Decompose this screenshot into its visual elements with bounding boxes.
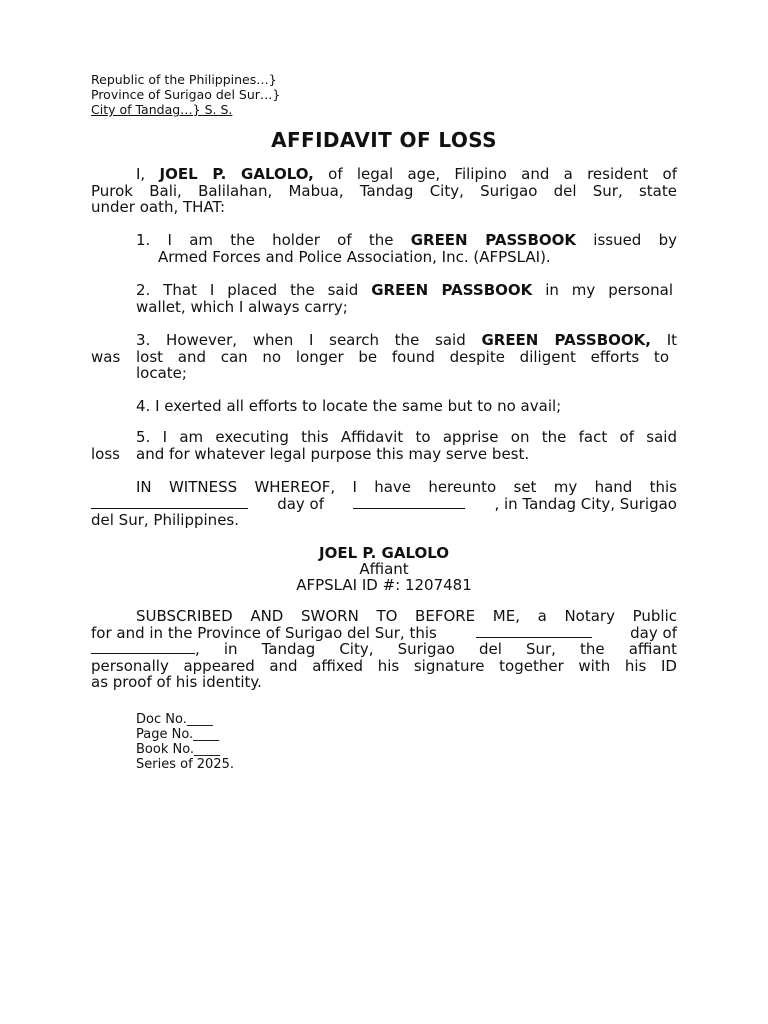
document-title: AFFIDAVIT OF LOSS [271, 128, 497, 152]
green-passbook-term: GREEN PASSBOOK, [481, 331, 651, 349]
item-3-line-2-right: lost and can no longer be found despite diligent efforts to [136, 347, 669, 366]
jurat-place: , in Tandag City, Surigao del Sur, the affiant [195, 640, 677, 658]
series: Series of 2025. [136, 757, 234, 772]
day-blank [91, 496, 248, 509]
intro-line-2: Purok Bali, Balilahan, Mabua, Tandag City, Surigao del Sur, state [91, 181, 677, 200]
item-2-pre: 2. That I placed the said [136, 281, 372, 299]
jurat-line-5: as proof of his identity. [91, 673, 262, 691]
item-3-post: It [650, 331, 677, 349]
signature-block [184, 545, 584, 593]
jurat-province: for and in the Province of Surigao del Sur, this [91, 623, 437, 642]
jurat-line-4: personally appeared and affixed his signature together with his ID [91, 656, 677, 675]
doc-no: Doc No.____ [136, 712, 213, 727]
venue-line-province: Province of Surigao del Sur…} [91, 87, 281, 102]
item-5-line-1: 5. I am executing this Affidavit to apprise on the fact of said [136, 428, 677, 446]
green-passbook-term: GREEN PASSBOOK [371, 281, 533, 299]
green-passbook-term: GREEN PASSBOOK [410, 231, 577, 249]
notarial-register [136, 712, 234, 772]
item-3-line-2-left: was [91, 347, 121, 366]
item-5 [91, 429, 677, 462]
intro-line-1 [91, 166, 677, 183]
intro-post: of legal age, Filipino and a resident of [313, 165, 678, 183]
item-2-line-2: wallet, which I always carry; [136, 297, 348, 316]
item-1-pre: 1. I am the holder of the [136, 231, 411, 249]
intro-pre: I, [136, 165, 160, 183]
witness-place: , in Tandag City, Surigao [494, 494, 677, 513]
item-2-post: in my personal [532, 281, 673, 299]
item-5-line-2-right: and for whatever legal purpose this may serve best. [136, 444, 530, 463]
item-3-line-3: locate; [136, 364, 187, 382]
intro-line-3: under oath, THAT: [91, 198, 226, 216]
witness-line-1: IN WITNESS WHEREOF, I have hereunto set my hand this [136, 478, 677, 496]
item-3 [91, 332, 677, 382]
affiant-name: JOEL P. GALOLO [319, 544, 449, 562]
item-5-line-2-left: loss [91, 444, 120, 463]
venue-line-city: City of Tandag…} S. S. [91, 102, 233, 117]
jurat-month-blank [91, 641, 195, 654]
jurat-line-1: SUBSCRIBED AND SWORN TO BEFORE ME, a Notary Public [136, 607, 677, 625]
item-2 [136, 282, 673, 315]
month-blank [353, 496, 465, 509]
affiant-id: AFPSLAI ID #: 1207481 [296, 576, 472, 594]
witness-paragraph [91, 479, 677, 529]
venue-header [91, 72, 280, 117]
item-1-line-1 [136, 232, 677, 249]
jurat-line-2 [91, 625, 677, 642]
witness-line-2 [91, 496, 677, 513]
jurat-line-3 [91, 641, 677, 658]
item-4: 4. I exerted all efforts to locate the same but to no avail; [136, 397, 562, 415]
book-no: Book No.____ [136, 742, 221, 757]
jurat-day-blank [476, 625, 592, 638]
item-3-line-1 [91, 332, 677, 349]
affiant-name-inline: JOEL P. GALOLO, [159, 165, 314, 183]
witness-line-3: del Sur, Philippines. [91, 511, 240, 529]
item-2-line-1 [136, 282, 673, 299]
item-1 [136, 232, 677, 265]
item-1-post: issued by [576, 231, 677, 249]
page-no: Page No.____ [136, 727, 220, 742]
item-3-pre: 3. However, when I search the said [136, 331, 482, 349]
item-5-line-2 [91, 446, 677, 463]
item-3-line-2 [91, 349, 677, 366]
jurat-paragraph [91, 608, 677, 691]
affiant-role: Affiant [359, 560, 409, 578]
item-1-line-2: Armed Forces and Police Association, Inc. (AFPSLAI). [158, 247, 551, 266]
jurat-day-of: day of [630, 623, 677, 642]
witness-day-of: day of [277, 494, 325, 513]
venue-line-republic: Republic of the Philippines…} [91, 72, 277, 87]
intro-paragraph [91, 166, 677, 216]
